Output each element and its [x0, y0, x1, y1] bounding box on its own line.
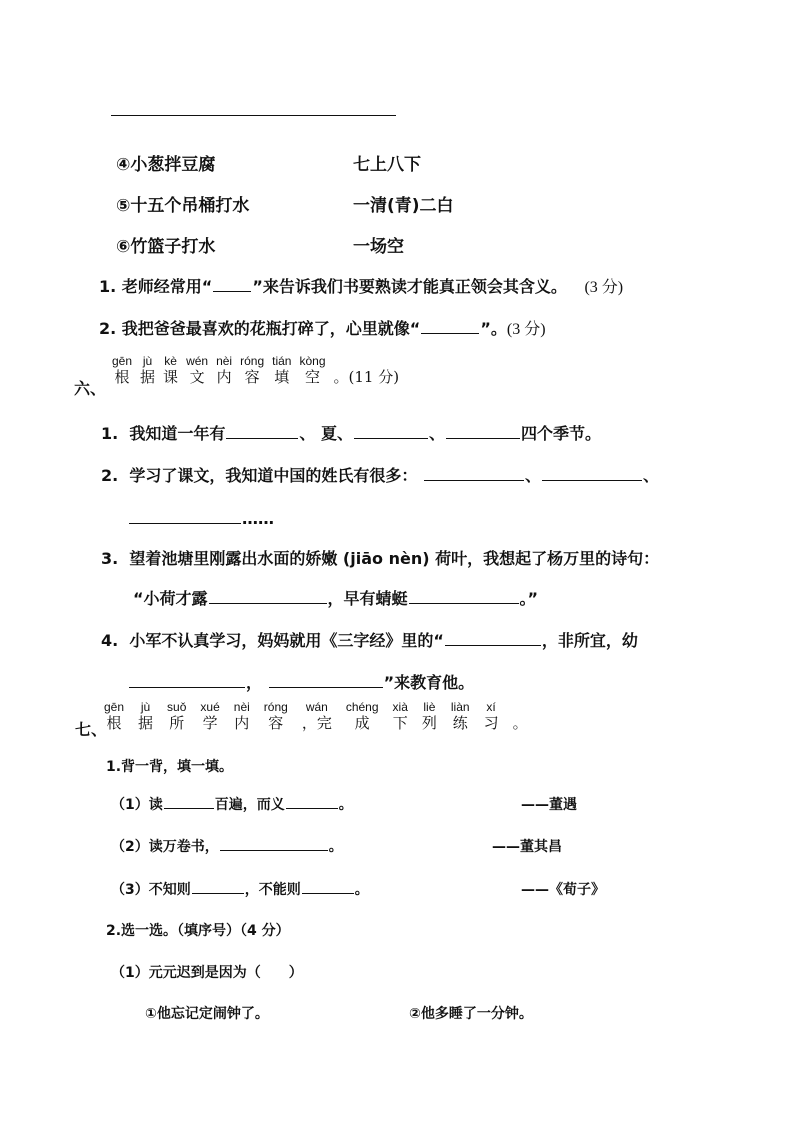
- blank[interactable]: [354, 421, 428, 439]
- section-6-item-4: [101, 628, 638, 651]
- option-1[interactable]: ①他忘记定闹钟了。: [145, 1006, 269, 1022]
- hanzi: 成: [354, 714, 370, 732]
- pinyin: chéng: [345, 700, 379, 714]
- line-text: 百遍，而义: [214, 797, 285, 813]
- pinyin: xué: [200, 700, 220, 714]
- item-text: 望着池塘里刚露出水面的娇嫩 (jiāo nèn) 荷叶，我想起了杨万里的诗句：: [129, 549, 660, 568]
- pinyin-char: [346, 700, 379, 732]
- pinyin-char: [167, 700, 186, 732]
- blank[interactable]: [446, 421, 520, 439]
- hanzi: 内: [216, 368, 232, 386]
- option-2[interactable]: ②他多睡了一分钟。: [409, 1006, 533, 1022]
- blank[interactable]: [445, 628, 541, 646]
- question-1: [99, 274, 623, 297]
- pinyin-char: [393, 700, 408, 732]
- recite-line-3: [111, 879, 369, 899]
- question-text: 我把爸爸最喜欢的花瓶打碎了，心里就像“: [121, 319, 421, 338]
- author-1: ——董遇: [521, 797, 577, 813]
- hanzi: 填: [274, 368, 290, 386]
- blank[interactable]: [129, 670, 245, 688]
- blank[interactable]: [220, 836, 328, 851]
- recite-line-1: [111, 794, 353, 814]
- pinyin: xià: [392, 700, 408, 714]
- pinyin: tián: [272, 354, 292, 368]
- item-text: 四个季节。: [520, 424, 601, 443]
- hanzi: 学: [202, 714, 218, 732]
- pinyin: liè: [423, 700, 436, 714]
- pinyin: kè: [164, 354, 177, 368]
- sub-question-1-title: 1.背一背，填一填。: [106, 759, 234, 775]
- answer-line: [111, 115, 396, 116]
- section-6-item-3: [101, 546, 659, 569]
- score: (3 分): [584, 279, 624, 296]
- hanzi: 下: [392, 714, 408, 732]
- hanzi: 课: [163, 368, 179, 386]
- sub-question-2-title: 2.选一选。（填序号）（4 分）: [106, 923, 290, 939]
- choice-question-1: （1）元元迟到是因为（ ）: [111, 965, 303, 981]
- section-6-item-4-cont: [128, 670, 474, 693]
- proverb-right-6: 一场空: [353, 237, 404, 257]
- item-text: 、: [524, 466, 541, 485]
- hanzi: 列: [421, 714, 437, 732]
- blank[interactable]: [542, 463, 642, 481]
- item-number: 2.: [101, 466, 119, 485]
- item-number: 3.: [101, 549, 119, 568]
- item-text: 、: [428, 424, 445, 443]
- item-text: 我知道一年有: [129, 424, 226, 443]
- pinyin-char: [272, 354, 291, 386]
- pinyin: xí: [486, 700, 496, 714]
- heading-tail: 。(11 分): [333, 368, 400, 386]
- question-number: 2.: [99, 319, 117, 338]
- blank[interactable]: [213, 274, 251, 292]
- pinyin-char: [104, 700, 124, 732]
- hanzi: 文: [189, 368, 205, 386]
- question-text: 老师经常用“: [121, 277, 213, 296]
- blank[interactable]: [164, 794, 214, 809]
- pinyin-char: [112, 354, 132, 386]
- proverb-left-5: ⑤十五个吊桶打水: [116, 196, 250, 216]
- hanzi: 据: [140, 368, 156, 386]
- question-2: [99, 316, 546, 339]
- proverb-right-5: 一清(青)二白: [353, 196, 454, 216]
- section-6-item-3-cont: [133, 586, 538, 609]
- blank[interactable]: [421, 316, 479, 334]
- line-text: 。: [328, 839, 343, 855]
- item-text: 学习了课文，我知道中国的姓氏有很多：: [129, 466, 418, 485]
- hanzi: 所: [169, 714, 185, 732]
- line-label: （2）读万卷书，: [111, 839, 219, 855]
- author-3: ——《荀子》: [521, 882, 605, 898]
- hanzi: 容: [268, 714, 284, 732]
- pinyin-char: [240, 354, 264, 386]
- pinyin-char: [200, 700, 219, 732]
- score: (3 分): [506, 321, 546, 338]
- heading-tail: 。: [512, 714, 528, 732]
- hanzi: 习: [483, 714, 499, 732]
- pinyin: wán: [305, 700, 328, 714]
- section-7-number: 七、: [75, 720, 108, 739]
- line-text: 。: [354, 882, 369, 898]
- item-text: “小荷才露: [133, 589, 208, 608]
- pinyin: kòng: [299, 354, 326, 368]
- question-text: ”来告诉我们书要熟读才能真正领会其含义。: [252, 277, 567, 296]
- question-number: 1.: [99, 277, 117, 296]
- section-7-heading: [104, 700, 528, 732]
- pinyin-char: [451, 700, 470, 732]
- blank[interactable]: [302, 879, 354, 894]
- recite-line-2: [111, 836, 343, 856]
- item-text: 、 夏、: [299, 424, 353, 443]
- blank[interactable]: [424, 463, 524, 481]
- pinyin: jù: [142, 354, 153, 368]
- pinyin-char: [138, 700, 153, 732]
- hanzi: 据: [138, 714, 154, 732]
- pinyin: suǒ: [167, 700, 187, 714]
- line-text: 。: [338, 797, 353, 813]
- item-text: ”来教育他。: [383, 673, 475, 692]
- blank[interactable]: [286, 794, 338, 809]
- pinyin: nèi: [233, 700, 250, 714]
- pinyin-char: [264, 700, 288, 732]
- blank[interactable]: [226, 421, 298, 439]
- section-6-item-2: [101, 463, 659, 486]
- blank[interactable]: [129, 506, 241, 524]
- section-6-number: 六、: [74, 379, 107, 398]
- blank[interactable]: [409, 586, 519, 604]
- pinyin-char: [216, 354, 232, 386]
- hanzi: 内: [234, 714, 250, 732]
- hanzi: ，完: [301, 714, 332, 732]
- section-6-heading: [112, 354, 399, 386]
- pinyin: róng: [240, 354, 265, 368]
- item-text: 。”: [519, 589, 539, 608]
- item-text: 小军不认真学习，妈妈就用《三字经》里的“: [129, 631, 444, 650]
- hanzi: 根: [106, 714, 122, 732]
- pinyin: jù: [140, 700, 151, 714]
- pinyin-char: [140, 354, 155, 386]
- pinyin: wén: [186, 354, 209, 368]
- blank[interactable]: [209, 586, 327, 604]
- section-6-item-2-cont: [128, 506, 274, 528]
- pinyin-char: [186, 354, 208, 386]
- pinyin: nèi: [216, 354, 233, 368]
- author-2: ——董其昌: [492, 839, 562, 855]
- hanzi: 练: [452, 714, 468, 732]
- line-label: （3）不知则: [111, 882, 191, 898]
- pinyin-char: [299, 354, 325, 386]
- item-number: 4.: [101, 631, 119, 650]
- pinyin-char: [484, 700, 499, 732]
- hanzi: 空: [304, 368, 320, 386]
- blank[interactable]: [192, 879, 244, 894]
- item-text: ……: [242, 509, 274, 528]
- pinyin-char: [234, 700, 250, 732]
- line-label: （1）读: [111, 797, 163, 813]
- pinyin-char: [422, 700, 437, 732]
- item-number: 1.: [101, 424, 119, 443]
- proverb-right-4: 七上八下: [353, 155, 421, 175]
- item-text: ，非所宜，幼: [541, 631, 638, 650]
- item-text: 、: [642, 466, 659, 485]
- pinyin: róng: [263, 700, 288, 714]
- question-text: ”。: [480, 319, 507, 338]
- hanzi: 容: [244, 368, 260, 386]
- pinyin: gēn: [112, 354, 133, 368]
- pinyin-char: [302, 700, 332, 732]
- pinyin: gēn: [104, 700, 125, 714]
- blank[interactable]: [269, 670, 383, 688]
- item-text: ，: [246, 673, 263, 692]
- item-text: ，早有蜻蜓: [327, 589, 408, 608]
- proverb-left-4: ④小葱拌豆腐: [116, 155, 216, 175]
- section-6-item-1: [101, 421, 601, 444]
- pinyin: liàn: [450, 700, 470, 714]
- pinyin-char: [163, 354, 178, 386]
- hanzi: 根: [114, 368, 130, 386]
- proverb-left-6: ⑥竹篮子打水: [116, 237, 216, 257]
- line-text: ，不能则: [244, 882, 301, 898]
